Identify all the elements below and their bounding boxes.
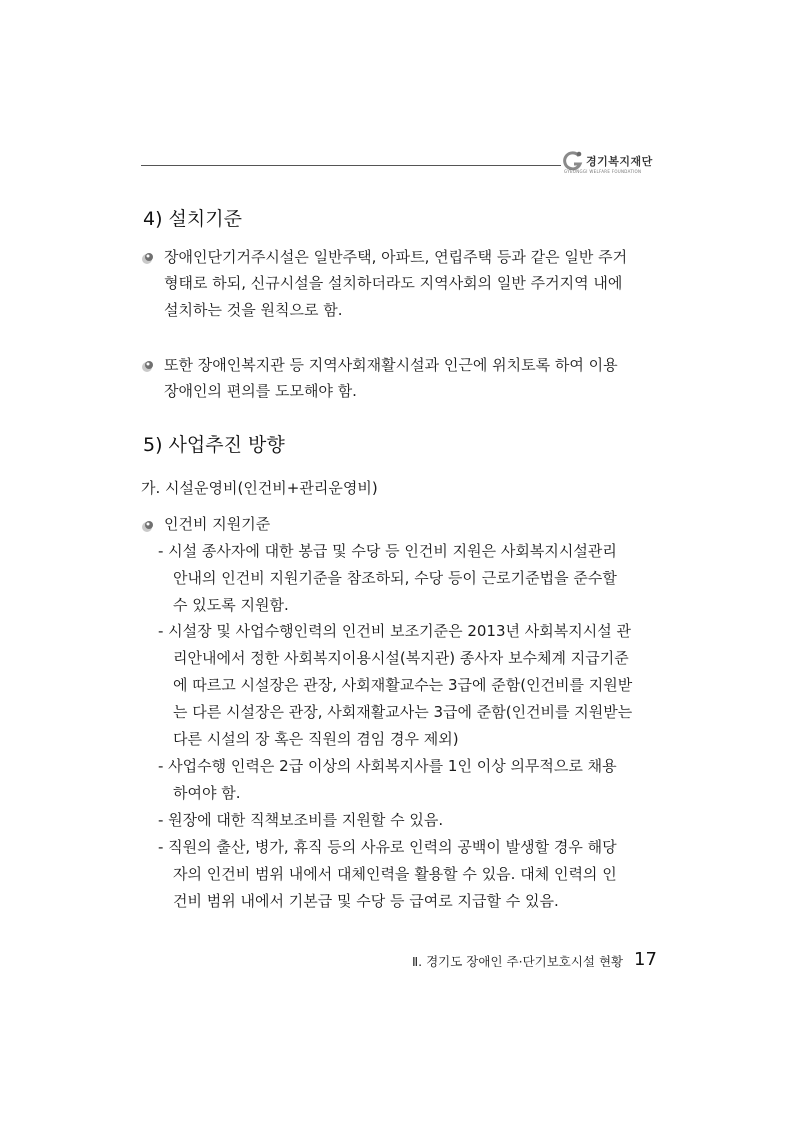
s4-b1-line-3: 설치하는 것을 원칙으로 함. xyxy=(164,301,343,319)
d1-line-3: 수 있도록 지원함. xyxy=(173,596,289,614)
d1-line-1: - 시설 종사자에 대한 봉급 및 수당 등 인건비 지원은 사회복지시설관리 xyxy=(158,542,617,560)
d5-line-2: 자의 인건비 범위 내에서 대체인력을 활용할 수 있음. 대체 인력의 인 xyxy=(173,865,617,883)
s4-b2-line-2: 장애인의 편의를 도모해야 함. xyxy=(164,382,357,400)
bullet-icon xyxy=(141,251,155,265)
s4-b1-line-1: 장애인단기거주시설은 일반주택, 아파트, 연립주택 등과 같은 일반 주거 xyxy=(164,248,628,266)
d2-line-4: 는 다른 시설장은 관장, 사회재활교사는 3급에 준함(인건비를 지원받는 xyxy=(173,703,633,721)
d2-line-3: 에 따르고 시설장은 관장, 사회재활교수는 3급에 준함(인건비를 지원받 xyxy=(173,676,633,694)
d2-line-1: - 시설장 및 사업수행인력의 인건비 보조기준은 2013년 사회복지시설 관 xyxy=(158,622,631,640)
bullet-icon xyxy=(141,519,155,533)
s4-b2-line-1: 또한 장애인복지관 등 지역사회재활시설과 인근에 위치토록 하여 이용 xyxy=(164,356,618,374)
d3-line-2: 하여야 함. xyxy=(173,784,241,802)
bullet-heading: 인건비 지원기준 xyxy=(164,515,271,533)
d2-line-5: 다른 시설의 장 혹은 직원의 겸임 경우 제외) xyxy=(173,730,459,748)
page-number: 17 xyxy=(634,949,657,970)
running-footer: Ⅱ. 경기도 장애인 주·단기보호시설 현황 xyxy=(412,954,624,969)
logo-subtitle: GYEONGGI WELFARE FOUNDATION xyxy=(564,169,642,174)
bullet-icon xyxy=(141,359,155,373)
subsection-heading: 가. 시설운영비(인건비+관리운영비) xyxy=(141,479,378,497)
d4-line-1: - 원장에 대한 직책보조비를 지원할 수 있음. xyxy=(158,811,444,829)
d3-line-1: - 사업수행 인력은 2급 이상의 사회복지사를 1인 이상 의무적으로 채용 xyxy=(158,757,617,775)
foundation-logo xyxy=(562,148,662,178)
d2-line-2: 리안내에서 정한 사회복지이용시설(복지관) 종사자 보수체계 지급기준 xyxy=(173,649,629,667)
header-rule xyxy=(141,165,561,166)
logo-name: 경기복지재단 xyxy=(586,155,653,168)
d1-line-2: 안내의 인건비 지원기준을 참조하되, 수당 등이 근로기준법을 준수할 xyxy=(173,569,617,587)
s4-b1-line-2: 형태로 하되, 신규시설을 설치하더라도 지역사회의 일반 주거지역 내에 xyxy=(164,274,623,292)
section-4-title: 4) 설치기준 xyxy=(143,208,242,230)
section-5-title: 5) 사업추진 방향 xyxy=(143,434,285,456)
d5-line-1: - 직원의 출산, 병가, 휴직 등의 사유로 인력의 공백이 발생할 경우 해당 xyxy=(158,838,617,856)
d5-line-3: 건비 범위 내에서 기본급 및 수당 등 급여로 지급할 수 있음. xyxy=(173,892,559,910)
